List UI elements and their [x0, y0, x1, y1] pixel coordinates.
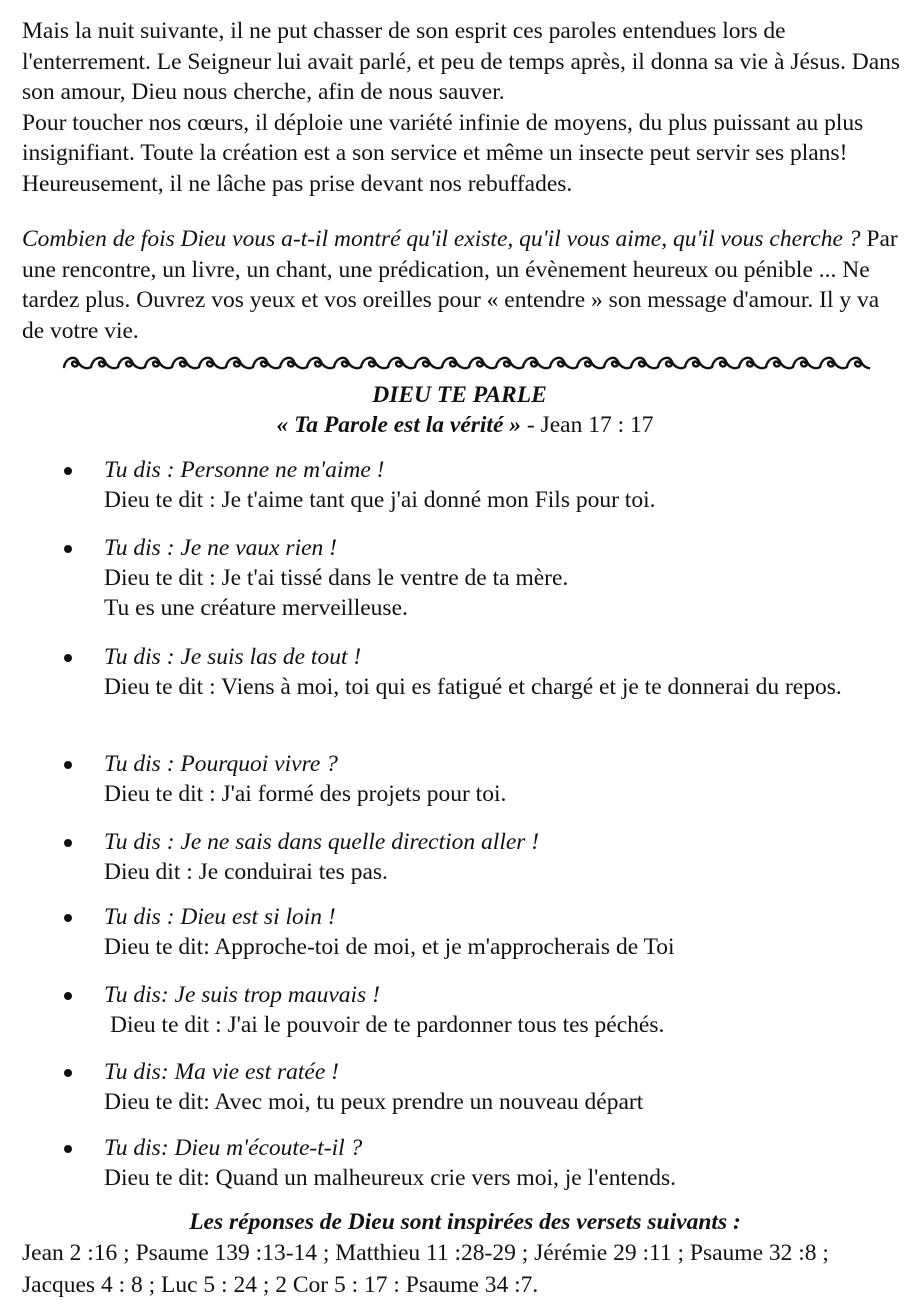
ornament-scroll [415, 358, 442, 368]
item-answer-line-1: Dieu te dit : Je t'ai tissé dans le ventre de ta mère. [104, 565, 569, 591]
item-answer: Dieu te dit: Approche-toi de moi, et je m'approcherais de Toi [104, 934, 675, 960]
item-said: Tu dis : Je ne sais dans quelle direction aller ! [104, 829, 540, 855]
item-said: Tu dis : Personne ne m'aime ! [104, 457, 385, 483]
verse-reference: - Jean 17 : 17 [521, 412, 654, 438]
bullet-icon [64, 654, 72, 662]
intro-text-1b: Pour toucher nos cœurs, il déploie une variété infinie de moyens, du plus puissant au plus insignifiant. Toute la création est a son service et même un insecte peut servir ses plans! Heureusement, il ne lâche pas prise devant nos rebuffades. [22, 109, 864, 197]
section-verse [0, 410, 919, 440]
ornament-icon [60, 353, 870, 373]
item-said: Tu dis : Je ne vaux rien ! [104, 535, 337, 561]
ornament-scroll [145, 358, 172, 368]
item-answer: Dieu dit : Je conduirai tes pas. [104, 859, 388, 885]
item-answer: Dieu te dit : J'ai le pouvoir de te pardonner tous tes péchés. [110, 1012, 665, 1038]
item-said: Tu dis : Je suis las de tout ! [104, 644, 362, 670]
intro-paragraph-1 [22, 16, 902, 199]
ornament-scroll [199, 358, 226, 368]
ornament-scroll [64, 358, 91, 368]
item-said: Tu dis: Dieu m'écoute-t-il ? [104, 1135, 363, 1161]
item-said: Tu dis: Je suis trop mauvais ! [104, 982, 380, 1008]
verse-quote: « Ta Parole est la vérité » [276, 412, 522, 438]
bullet-icon [64, 914, 72, 922]
ornament-scroll [388, 358, 415, 368]
item-answer-line-2: Tu es une créature merveilleuse. [104, 595, 408, 621]
ornament-scroll [361, 358, 388, 368]
intro-question: Combien de fois Dieu vous a-t-il montré qu'il existe, qu'il vous aime, qu'il vous cherche ? [22, 226, 861, 252]
ornament-scroll [226, 358, 253, 368]
ornament-scroll [496, 358, 523, 368]
intro-text-1: Mais la nuit suivante, il ne put chasser de son esprit ces paroles entendues lors de l'enterrement. Le Seigneur lui avait parlé, et peu de temps après, il donna sa vie à Jésus. Dans son amour, Dieu nous cherche, afin de nous sauver. [22, 18, 901, 105]
ornament-scroll [577, 358, 604, 368]
section-title: DIEU TE PARLE [372, 382, 547, 408]
item-answer: Dieu te dit : Je t'aime tant que j'ai donné mon Fils pour toi. [104, 487, 656, 513]
ornament-scroll [469, 358, 496, 368]
item-answer [104, 563, 894, 623]
ornament-scroll [820, 358, 847, 368]
item-answer: Dieu te dit: Quand un malheureux crie vers moi, je l'entends. [104, 1165, 676, 1191]
item-answer: Dieu te dit : Viens à moi, toi qui es fatigué et chargé et je te donnerai du repos. [104, 674, 842, 700]
ornament-scroll [739, 358, 766, 368]
ornament-scroll [307, 358, 334, 368]
ornament-scroll [712, 358, 739, 368]
ornament-scroll [334, 358, 361, 368]
bullet-icon [64, 1145, 72, 1153]
item-answer: Dieu te dit: Avec moi, tu peux prendre un nouveau départ [104, 1089, 644, 1115]
item-said: Tu dis : Pourquoi vivre ? [104, 751, 338, 777]
ornament-scroll [91, 358, 118, 368]
item-answer: Dieu te dit : J'ai formé des projets pour toi. [104, 781, 507, 807]
intro-text-2: Par une rencontre, un livre, un chant, une prédication, un évènement heureux ou pénible ... Ne tardez plus. Ouvrez vos yeux et vos oreilles pour « entendre » son message d'amour. Il y va de votre vie. [22, 226, 898, 344]
ornament-scroll [631, 358, 658, 368]
ornament-scroll [847, 358, 870, 368]
bullet-icon [64, 761, 72, 769]
bullet-icon [64, 992, 72, 1000]
intro-paragraph-2 [22, 224, 902, 346]
bullet-icon [64, 467, 72, 475]
ornament-scroll [253, 358, 280, 368]
item-said: Tu dis : Dieu est si loin ! [104, 904, 336, 930]
ornament-scroll [766, 358, 793, 368]
ornament-scroll [118, 358, 145, 368]
ornament-scroll [523, 358, 550, 368]
bullet-icon [64, 839, 72, 847]
ornament-scroll [604, 358, 631, 368]
bullet-icon [64, 1069, 72, 1077]
item-said: Tu dis: Ma vie est ratée ! [104, 1059, 339, 1085]
bullet-icon [64, 545, 72, 553]
ornament-scroll [793, 358, 820, 368]
ornament-scroll [442, 358, 469, 368]
ornament-scroll [658, 358, 685, 368]
ornament-scroll [550, 358, 577, 368]
references-list: Jean 2 :16 ; Psaume 139 :13-14 ; Matthieu 11 :28-29 ; Jérémie 29 :11 ; Psaume 32 :8 ; Jacques 4 : 8 ; Luc 5 : 24 ; 2 Cor 5 : 17 : Psaume 34 :7. [22, 1240, 829, 1298]
ornament-scroll [172, 358, 199, 368]
ornament-scroll [280, 358, 307, 368]
references-title: Les réponses de Dieu sont inspirées des versets suivants : [189, 1209, 741, 1235]
ornament-scroll [685, 358, 712, 368]
ornamental-divider [60, 353, 870, 373]
